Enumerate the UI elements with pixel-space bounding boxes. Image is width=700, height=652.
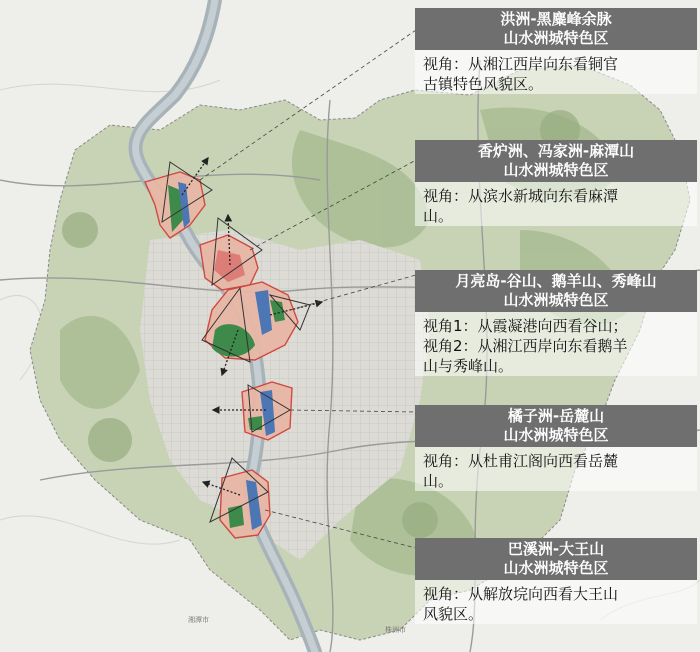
callout-desc-line: 山。 xyxy=(423,207,454,225)
map-label-xiangtan: 湘潭市 xyxy=(188,616,209,624)
callout-title xyxy=(415,405,697,447)
callout-title-line1: 香炉洲、冯家洲-麻潭山 xyxy=(477,142,635,160)
callout-title-line1: 巴溪洲-大王山 xyxy=(507,540,605,558)
callout-title xyxy=(415,270,697,312)
callout-desc-line: 视角1：从霞凝港向西看谷山； xyxy=(423,317,628,335)
callout-title-line2: 山水洲城特色区 xyxy=(503,559,609,577)
callout-desc-line: 山与秀峰山。 xyxy=(423,357,514,375)
callout-desc-line: 视角：从湘江西岸向东看铜官 xyxy=(423,55,619,73)
callout-desc-line: 视角2：从湘江西岸向东看鹅羊 xyxy=(423,337,628,355)
callout-title xyxy=(415,140,697,182)
callout-title xyxy=(415,8,697,50)
callout-xianglu xyxy=(415,140,697,226)
callout-title-line2: 山水洲城特色区 xyxy=(503,29,609,47)
feature-zone-juzizhou xyxy=(242,382,292,440)
callout-description xyxy=(415,50,697,94)
callout-desc-line: 视角：从滨水新城向东看麻潭 xyxy=(423,187,619,205)
callout-desc-line: 视角：从解放垸向西看大王山 xyxy=(423,585,619,603)
callout-title-line2: 山水洲城特色区 xyxy=(503,161,609,179)
callout-hongzhou xyxy=(415,8,697,94)
callout-desc-line: 古镇特色风貌区。 xyxy=(423,75,544,93)
callout-title-line1: 洪洲-黑麋峰余脉 xyxy=(500,10,612,28)
callout-yueliang xyxy=(415,270,697,376)
callout-desc-line: 风貌区。 xyxy=(423,605,484,623)
callout-description xyxy=(415,312,697,376)
callout-desc-line: 山。 xyxy=(423,472,454,490)
map-label-zhuzhou: 株洲市 xyxy=(385,626,406,634)
callout-title-line1: 橘子洲-岳麓山 xyxy=(507,407,605,425)
callout-title-line1: 月亮岛-谷山、鹅羊山、秀峰山 xyxy=(455,272,657,290)
callout-description xyxy=(415,182,697,226)
callout-title-line2: 山水洲城特色区 xyxy=(503,291,609,309)
callout-title-line2: 山水洲城特色区 xyxy=(503,426,609,444)
callout-baxizhou xyxy=(415,538,697,624)
callout-title xyxy=(415,538,697,580)
callout-juzizhou xyxy=(415,405,697,491)
callout-desc-line: 视角：从杜甫江阁向西看岳麓 xyxy=(423,452,619,470)
callout-description xyxy=(415,447,697,491)
callout-description xyxy=(415,580,697,624)
